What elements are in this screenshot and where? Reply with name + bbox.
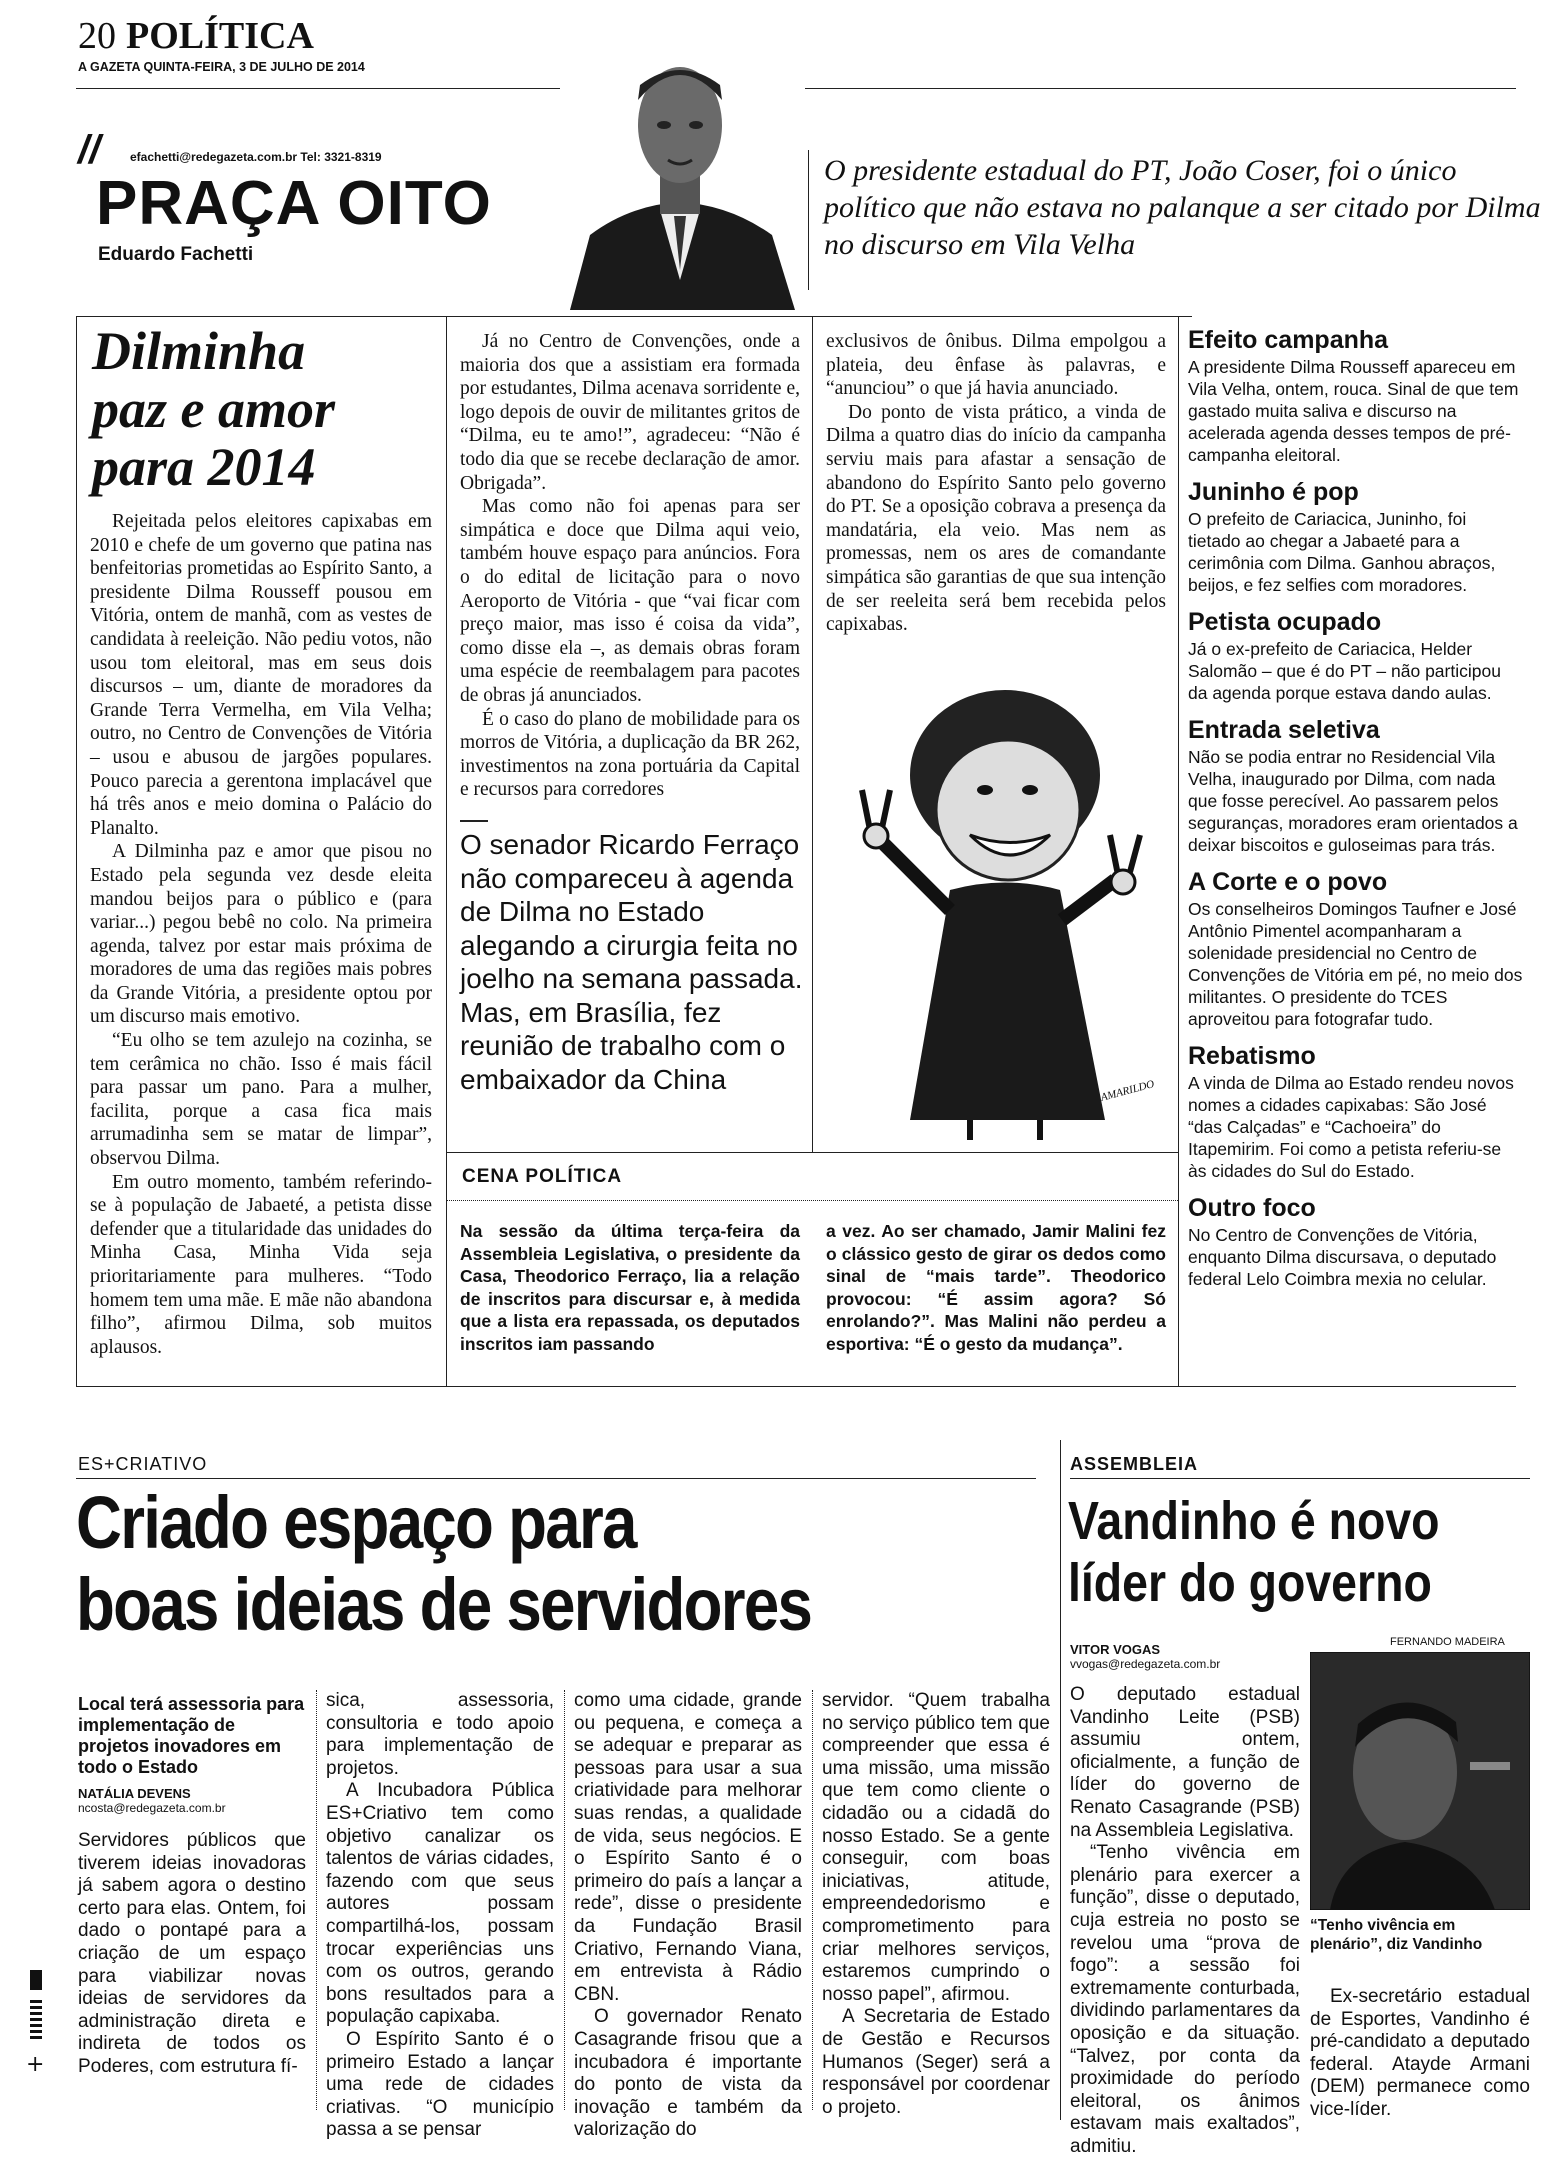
dilma-caricature (840, 650, 1170, 1150)
cena-title: CENA POLÍTICA (462, 1166, 623, 1187)
photo-caption: “Tenho vivência em plenário”, diz Vandinho (1310, 1917, 1483, 1953)
main-story-col-1 (90, 510, 432, 1359)
note-title: Petista ocupado (1188, 608, 1382, 636)
main-story-col-3 (826, 330, 1166, 637)
es-rule-3 (812, 1690, 813, 2110)
slash-mark-icon: // (78, 128, 101, 172)
paragraph: sica, assessoria, consultoria e todo apoio para implementação de projetos. (326, 1690, 554, 1779)
note-title: Entrada seletiva (1188, 716, 1380, 744)
note-title: Outro foco (1188, 1194, 1316, 1222)
paragraph: O governador Renato Casagrande frisou que a incubadora é importante do ponto de vista da inovação e também da valorização do (574, 2006, 802, 2141)
assembleia-col-1 (1070, 1684, 1300, 2158)
paragraph: Rejeitada pelos eleitores capixabas em 2010 e chefe de um governo que patina nas benfeitorias prometidas ao Espírito Santo, a presidente Dilma Rousseff pousou em Vitória, ontem de manhã, com as vestes de candidata à reeleição. Não pediu votos, não usou tom eleitoral, mas em seus dois discursos – um, diante de moradores da Grande Terra Vermelha, em Vila Velha; outro, no Centro de Convenções de Vitória – usou e abusou de jargões populares. Pouco parecia a gerentona implacável que há três anos e meio domina o Palácio do Planalto. (90, 511, 432, 839)
author-name: VITOR VOGAS (1070, 1642, 1161, 1657)
pull-quote: O senador Ricardo Ferraço não compareceu à agenda de Dilma no Estado alegando a cirurgia feita no joelho na semana passada. Mas, em Brasília, fez reunião de trabalho com o embaixador da China (460, 829, 803, 1095)
paragraph: É o caso do plano de mobilidade para os morros de Vitória, a duplicação da BR 262, investimentos na zona portuária da Capital e recursos para corredores (460, 708, 800, 801)
note (1188, 1042, 1523, 1182)
note-text: O prefeito de Cariacica, Juninho, foi tietado ao chegar a Jabaeté para a cerimônia com Dilma. Ganhou abraços, beijos, e fez selfies com moradores. (1188, 509, 1496, 595)
column-title: PRAÇA OITO (96, 169, 492, 238)
photo-credit: FERNANDO MADEIRA (1390, 1636, 1505, 1648)
registration-mark (30, 1970, 42, 1990)
assembleia-divider (1060, 1440, 1061, 2120)
column-author: Eduardo Fachetti (98, 244, 254, 265)
note-title: Rebatismo (1188, 1042, 1316, 1070)
assembleia-col-2: Ex-secretário estadual de Esportes, Vandinho é pré-candidato a deputado federal. Atayde Armani (DEM) permanece como vice-líder. (1310, 1986, 1530, 2120)
note-title: Efeito campanha (1188, 326, 1389, 354)
column-rule-1 (446, 316, 447, 1386)
assembleia-headline (1068, 1490, 1515, 1614)
paragraph: A Incubadora Pública ES+Criativo tem como objetivo canalizar os talentos de várias cidades, fazendo com que seus autores possam compartilhá-los, possam trocar experiências uns com os outros, gerando bons resultados para a população capixaba. (326, 1780, 554, 2028)
dateline: A GAZETA QUINTA-FEIRA, 3 DE JULHO DE 2014 (78, 60, 365, 74)
cena-title-rule (446, 1200, 1178, 1201)
author-name: NATÁLIA DEVENS (78, 1786, 191, 1801)
paragraph: exclusivos de ônibus. Dilma empolgou a plateia, deu ênfase às palavras, e “anunciou” o que já havia anunciado. (826, 331, 1166, 400)
registration-cross-icon: + (26, 2052, 45, 2077)
paragraph: “Eu olho se tem azulejo na cozinha, se tem cerâmica no chão. Isso é mais fácil para passar um pano. Para a mulher, facilita, porque a casa fica mais arrumadinha sem se matar de limpar”, observou Dilma. (90, 1030, 432, 1170)
note (1188, 608, 1523, 704)
cena-top-rule (446, 1152, 1178, 1153)
paragraph: Do ponto de vista prático, a vinda de Dilma a quatro dias do início da campanha serviu mais para afastar a sensação de abandono do Espírito Santo pelo governo do PT. Se a oposição cobrava a presença da mandatária, ela veio. Mas nem as promessas, nem os ares de comandante simpática são garantias de que sua intenção de ser reeleita será bem recebida pelos capixabas. (826, 401, 1166, 636)
main-bottom-rule (76, 1386, 1516, 1387)
note-text: Já o ex-prefeito de Cariacica, Helder Salomão – que é do PT – não participou da agenda porque estava dando aulas. (1188, 639, 1501, 703)
headline-line: Vandinho é novo (1068, 1491, 1440, 1551)
headline-line: Criado espaço para (76, 1481, 636, 1564)
column-rule-3 (1178, 316, 1179, 1386)
paragraph: A Secretaria de Estado de Gestão e Recursos Humanos (Seger) será a responsável por coordenar o projeto. (822, 2006, 1050, 2118)
section-title: POLÍTICA (126, 15, 314, 57)
main-top-rule (76, 316, 1192, 317)
note (1188, 1194, 1523, 1290)
es-kicker-rule (76, 1478, 1036, 1479)
column-rule-2 (812, 316, 813, 1152)
es-author (78, 1786, 306, 1815)
headline-line: para 2014 (92, 437, 316, 497)
registration-mark (30, 2000, 42, 2040)
main-left-rule (76, 316, 77, 1386)
pull-quote-rule (460, 820, 488, 822)
es-criativo-headline (76, 1482, 919, 1646)
paragraph: “Tenho vivência em plenário para exercer a função”, disse o deputado, cuja estreia no posto se revelou uma “prova de fogo”: a sessão foi extremamente conturbada, dividindo parlamentares da oposição e da situação. “Talvez, por conta da proximidade do período eleitoral, os ânimos estavam mais exaltados”, admitiu. (1070, 1842, 1300, 2157)
paragraph: A Dilminha paz e amor que pisou no Estado pela segunda vez desde eleita mandou beijos para o público e (para variar...) pegou bebê no colo. Na primeira agenda, talvez por estar mais próxima de moradores de uma das regiões mais pobres da Grande Vitória, a presidente optou por um discurso mais emotivo. (90, 841, 432, 1028)
assembleia-kicker-rule (1070, 1478, 1530, 1479)
cartoon-signature: AMARILDO (1099, 1078, 1156, 1104)
column-quote: O presidente estadual do PT, João Coser, foi o único político que não estava no palanque a ser citado por Dilma no discurso em Vila Velha (824, 154, 1541, 261)
column-contact: efachetti@redegazeta.com.br Tel: 3321-8319 (130, 150, 382, 164)
note (1188, 716, 1523, 856)
columnist-photo (560, 30, 805, 310)
headline-line: líder do governo (1068, 1553, 1432, 1613)
note-text: A presidente Dilma Rousseff apareceu em Vila Velha, ontem, rouca. Sinal de que tem gastado muita saliva e discurso na acelerada agenda desses tempos de pré-campanha eleitoral. (1188, 357, 1519, 465)
note-title: Juninho é pop (1188, 478, 1359, 506)
note-text: No Centro de Convenções de Vitória, enquanto Dilma discursava, o deputado federal Lelo Coimbra mexia no celular. (1188, 1225, 1497, 1289)
cena-col-2: a vez. Ao ser chamado, Jamir Malini fez o clássico gesto de girar os dedos como sinal de “mais tarde”. Theodorico provocou: “É assim agora? Só enrolando?”. Mas Malini não perdeu a esportiva: “É o gesto da mudança”. (826, 1221, 1166, 1354)
note-text: Os conselheiros Domingos Taufner e José Antônio Pimentel acompanharam a solenidade presidencial no Centro de Convenções de Vitória em pé, no meio dos militantes. O presidente do TCES aproveitou para fotografar tudo. (1188, 899, 1523, 1029)
es-rule-1 (316, 1690, 317, 2110)
es-rule-2 (564, 1690, 565, 2110)
es-col-1: Servidores públicos que tiverem ideias inovadoras já sabem agora o destino certo para elas. Ontem, foi dado o pontapé para a criação de um espaço para viabilizar novas ideias de servidores da administração direta e indireta de todos os Poderes, com estrutura fí- (78, 1830, 306, 2077)
es-deck: Local terá assessoria para implementação de projetos inovadores em todo o Estado (78, 1694, 305, 1777)
headline-line: Dilminha (92, 321, 306, 381)
assembleia-kicker: ASSEMBLEIA (1070, 1454, 1199, 1474)
paragraph: Mas como não foi apenas para ser simpática e doce que Dilma aqui veio, também houve espaço para anúncios. Fora o do edital de licitação para o novo Aeroporto de Vitória - que “vai ficar com preço maior, mas isso é coisa da vida”, como disse ela –, as demais obras foram uma espécie de reembalagem para pacotes de obras já anunciados. (460, 496, 800, 706)
note-title: A Corte e o povo (1188, 868, 1388, 896)
note (1188, 478, 1523, 596)
es-col-2 (326, 1690, 554, 2142)
paragraph: O Espírito Santo é o primeiro Estado a lançar uma rede de cidades criativas. “O município passa a se pensar (326, 2028, 554, 2141)
note (1188, 868, 1523, 1030)
assembleia-author (1070, 1642, 1300, 1671)
paragraph: como uma cidade, grande ou pequena, e começa a se adequar e preparar as pessoas para usar a sua criatividade para melhorar suas rendas, a qualidade de vida, seus negócios. E o Espírito Santo é o primeiro do país a lançar a rede”, disse o presidente da Fundação Brasil Criativo, Fernando Viana, em entrevista à Rádio CBN. (574, 1690, 802, 2005)
cena-col-1: Na sessão da última terça-feira da Assembleia Legislativa, o presidente da Casa, Theodorico Ferraço, lia a relação de inscritos para discursar e, à medida que a lista era repassada, os deputados inscritos iam passando (460, 1221, 800, 1354)
main-headline (92, 322, 432, 496)
headline-line: boas ideias de servidores (76, 1563, 812, 1646)
vandinho-photo (1310, 1652, 1530, 1910)
note (1188, 326, 1523, 466)
author-email: ncosta@redegazeta.com.br (78, 1801, 226, 1815)
note-text: A vinda de Dilma ao Estado rendeu novos nomes a cidades capixabas: São José “das Calçadas” e “Cachoeira” do Itapemirim. Foi como a petista referiu-se às cidades do Sul do Estado. (1188, 1073, 1514, 1181)
page-header (78, 14, 978, 86)
headline-line: paz e amor (92, 379, 335, 439)
paragraph: O deputado estadual Vandinho Leite (PSB) assumiu ontem, oficialmente, a função de líder do governo de Renato Casagrande (PSB) na Assembleia Legislativa. (1070, 1684, 1300, 1841)
es-col-4 (822, 1690, 1050, 2119)
main-story-col-2 (460, 330, 800, 802)
es-col-3 (574, 1690, 802, 2142)
notes-column (1188, 326, 1523, 1302)
author-email: vvogas@redegazeta.com.br (1070, 1657, 1221, 1671)
note-text: Não se podia entrar no Residencial Vila Velha, inaugurado por Dilma, com nada que fosse perecível. Ao passarem pelos seguranças, moradores eram orientados a deixar biscoitos e guloseimas para trás. (1188, 747, 1518, 855)
page-number: 20 (78, 15, 116, 57)
es-criativo-kicker: ES+CRIATIVO (78, 1454, 208, 1474)
paragraph: Já no Centro de Convenções, onde a maioria dos que a assistiam era formada por estudantes, Dilma acenava sorridente e, logo depois de ouvir de militantes gritos de “Dilma, eu te amo!”, agradeceu: “Não é todo dia que se recebe declaração de amor. Obrigada”. (460, 331, 800, 494)
quote-divider (808, 150, 809, 290)
paragraph: servidor. “Quem trabalha no serviço público tem que compreender que essa é uma missão, uma missão que tem como cliente o cidadão ou a cidadã do nosso Estado. Se a gente conseguir, com boas iniciativas, atitude, empreendedorismo e comprometimento para criar melhores serviços, estaremos cumprindo o nosso papel”, afirmou. (822, 1690, 1050, 2005)
paragraph: Em outro momento, também referindo-se à população de Jabaeté, a petista disse defender que a titularidade das unidades do Minha Casa, Minha Vida seja prioritariamente para mulheres. “Todo homem tem uma mãe. E mãe não abandona filho”, afirmou Dilma, sob muitos aplausos. (90, 1171, 432, 1358)
